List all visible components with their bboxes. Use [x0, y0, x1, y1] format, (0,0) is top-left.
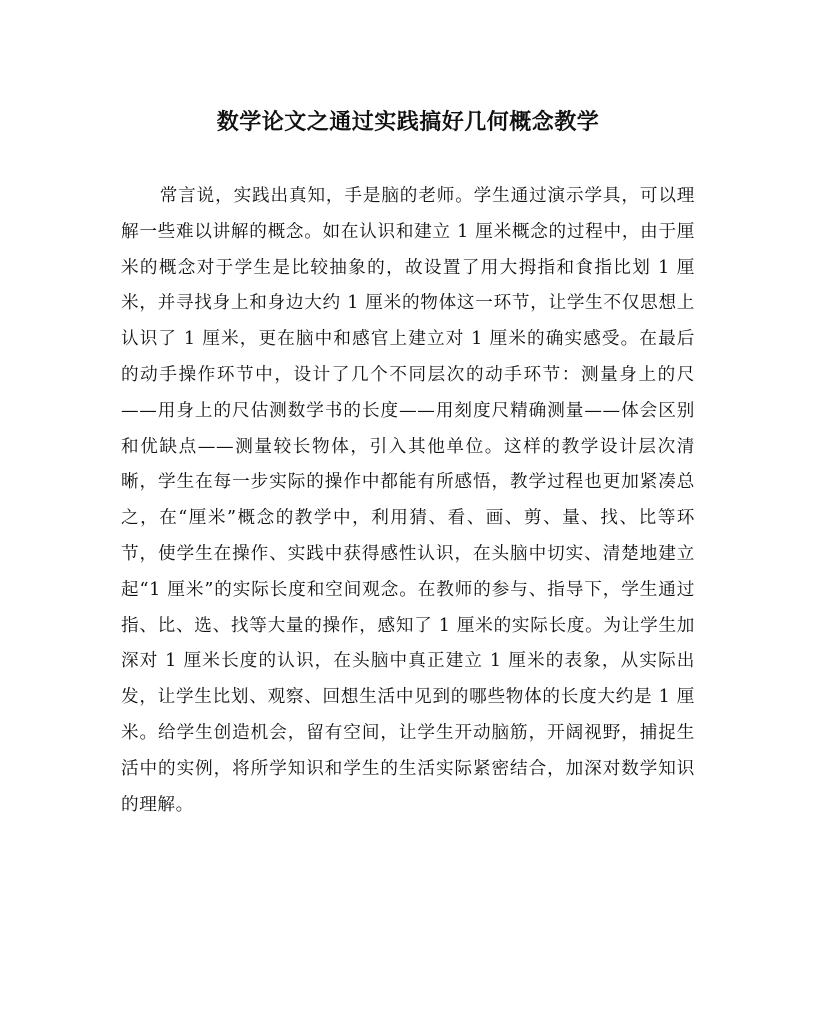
body-paragraph: 常言说，实践出真知，手是脑的老师。学生通过演示学具，可以理解一些难以讲解的概念。如在认识和建立 1 厘米概念的过程中，由于厘米的概念对于学生是比较抽象的，故设置了用大拇指和食指比划 1 厘米，并寻找身上和身边大约 1 厘米的物体这一环节，让学生不仅思想上认识了 1 厘米，更在脑中和感官上建立对 1 厘米的确实感受。在最后的动手操作环节中，设计了几个不同层次的动手环节：测量身上的尺——用身上的尺估测数学书的长度——用刻度尺精确测量——体会区别和优缺点——测量较长物体，引入其他单位。这样的教学设计层次清晰，学生在每一步实际的操作中都能有所感悟，教学过程也更加紧凑总之，在“厘米”概念的教学中，利用猜、看、画、剪、量、找、比等环节，使学生在操作、实践中获得感性认识，在头脑中切实、清楚地建立起“1 厘米”的实际长度和空间观念。在教师的参与、指导下，学生通过指、比、选、找等大量的操作，感知了 1 厘米的实际长度。为让学生加深对 1 厘米长度的认识，在头脑中真正建立 1 厘米的表象，从实际出发，让学生比划、观察、回想生活中见到的哪些物体的长度大约是 1 厘米。给学生创造机会，留有空间，让学生开动脑筋，开阔视野，捕捉生活中的实例，将所学知识和学生的生活实际紧密结合，加深对数学知识的理解。: [121, 186, 695, 815]
document-title: 数学论文之通过实践搞好几何概念教学: [216, 109, 600, 135]
